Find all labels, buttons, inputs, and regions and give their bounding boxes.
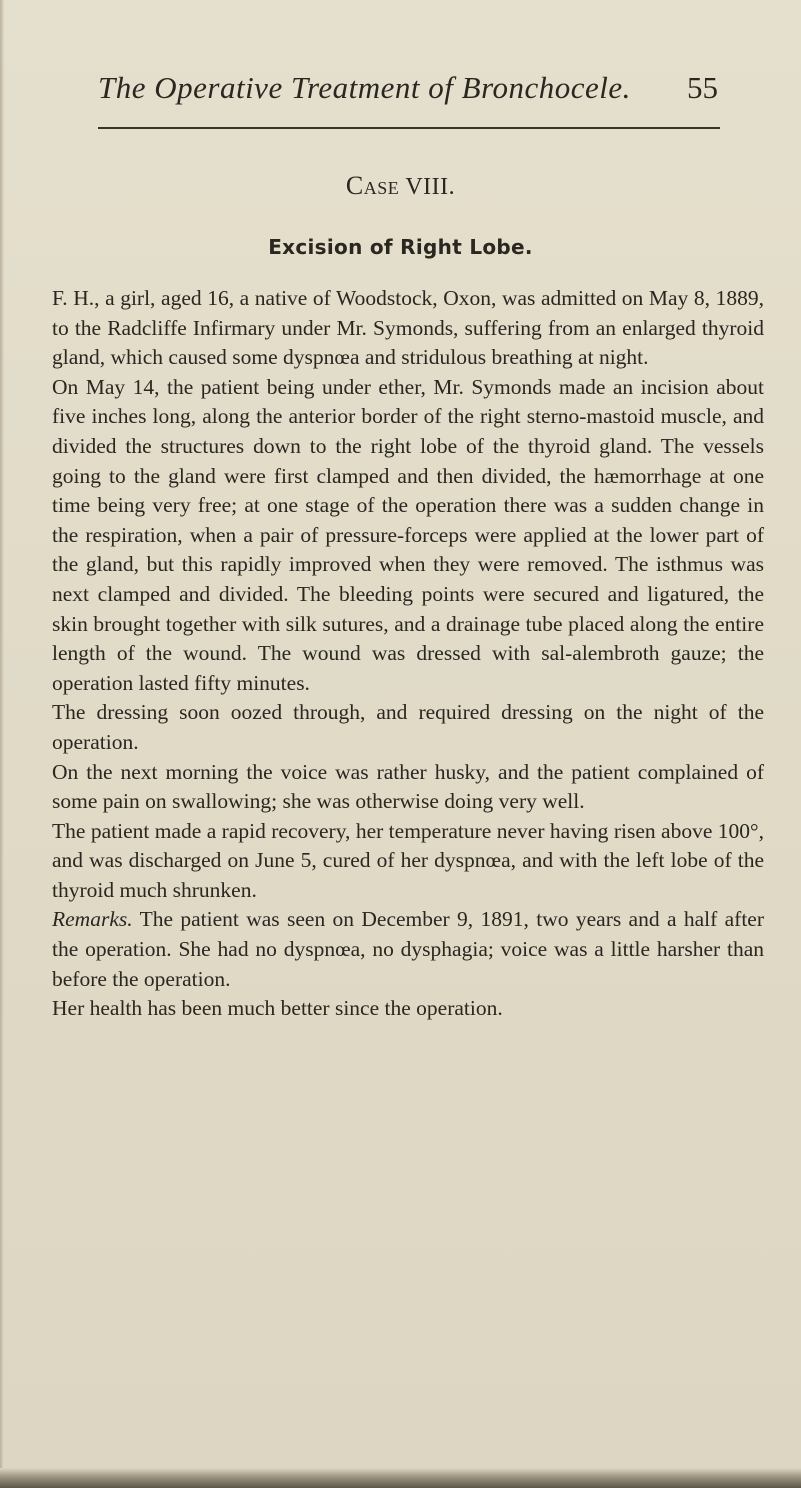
header-rule <box>98 127 720 129</box>
page-left-edge <box>0 0 4 1488</box>
running-title: The Operative Treatment of Bronchocele. <box>98 70 631 105</box>
remarks-label: Remarks. <box>52 907 133 932</box>
case-number: VIII. <box>405 174 456 200</box>
page-number: 55 <box>687 70 718 105</box>
case-body <box>52 284 764 1024</box>
running-head <box>98 70 718 116</box>
paragraph-next-morning: On the next morning the voice was rather husky, and the patient complained of some pain on swallowing; she was otherwise doing very well. <box>52 759 764 814</box>
case-heading <box>0 171 801 201</box>
case-subheading: Excision of Right Lobe. <box>268 235 533 259</box>
paragraph-remarks <box>52 905 764 994</box>
paragraph-dressing: The dressing soon oozed through, and required dressing on the night of the operation. <box>52 700 764 754</box>
paragraph-operation: On May 14, the patient being under ether, Mr. Symonds made an incision about five inches long, along the anterior border of the right sterno-mastoid muscle, and divided the structures down to the right lobe of the thyroid gland. The vessels going to the gland were first clamped and then divided, the hæmorrhage at one time being very free; at one stage of the operation there was a sudden change in the respiration, when a pair of pressure-forceps were applied at the lower part of the gland, but this rapidly improved when they were removed. The isthmus was next clamped and divided. The bleeding points were secured and ligatured, the skin brought together with silk sutures, and a drainage tube placed along the entire length of the wound. The wound was dressed with sal-alembroth gauze; the operation lasted fifty minutes. <box>52 374 764 695</box>
paragraph-recovery: The patient made a rapid recovery, her temperature never having risen above 100°, and was discharged on June 5, cured of her dyspnœa, and with the left lobe of the thyroid much shrunken. <box>52 818 764 902</box>
remarks-text: The patient was seen on December 9, 1891, two years and a half after the operation. She had no dyspnœa, no dysphagia; voice was a little harsher than before the operation. <box>52 907 764 991</box>
paragraph-admission: F. H., a girl, aged 16, a native of Woodstock, Oxon, was admitted on May 8, 1889, to the Radcliffe Infirmary under Mr. Symonds, suffering from an enlarged thyroid gland, which caused some dyspnœa and stridulous breathing at night. <box>52 286 764 370</box>
page-bottom-edge <box>0 1468 801 1488</box>
case-word: Case <box>345 171 400 200</box>
paragraph-closing: Her health has been much better since the operation. <box>52 996 503 1021</box>
